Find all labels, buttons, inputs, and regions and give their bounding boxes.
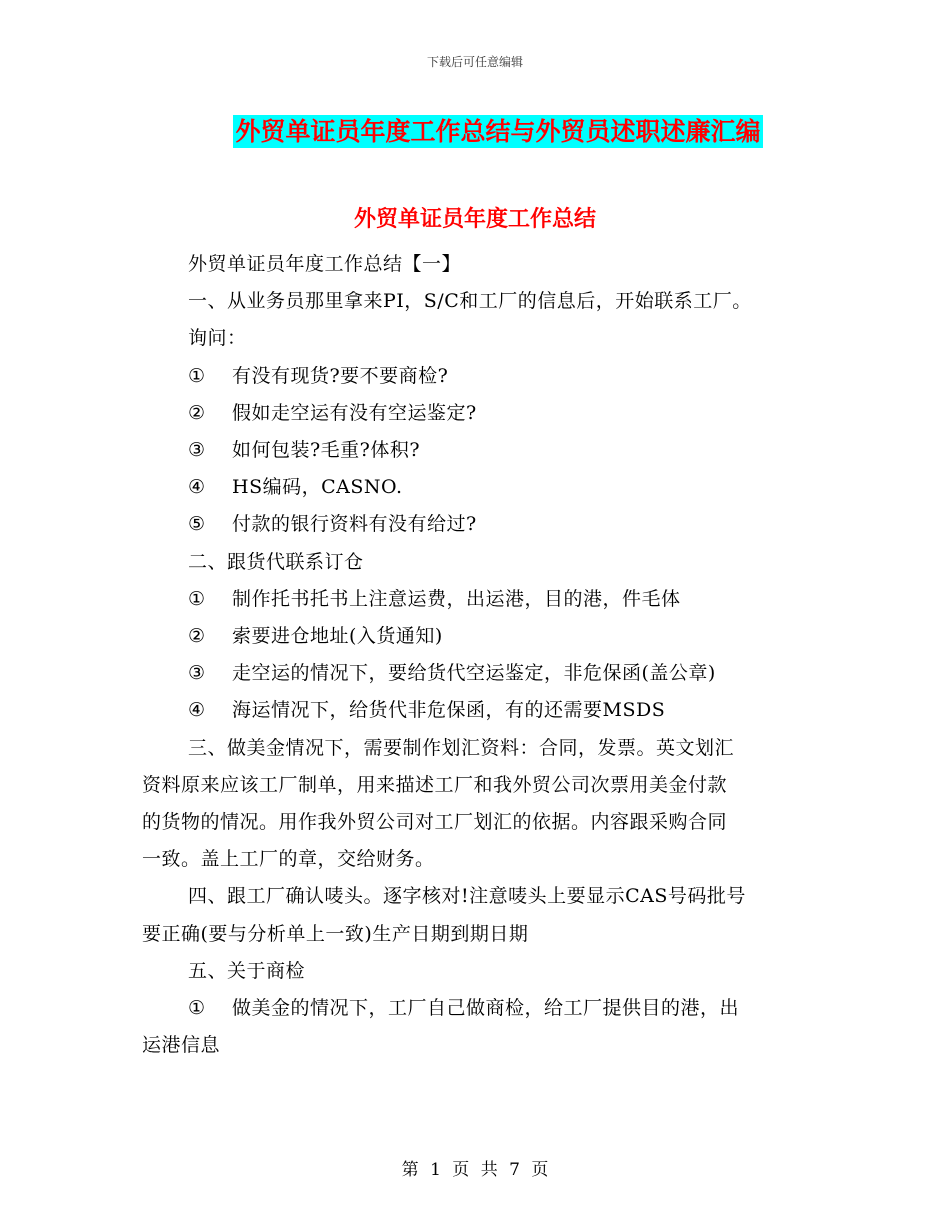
- paragraph: 二、跟货代联系订仓: [188, 550, 364, 573]
- paragraph: 询问：: [188, 327, 247, 350]
- list-item: [142, 692, 810, 729]
- list-item: [142, 581, 810, 618]
- list-item: [142, 395, 810, 432]
- section-title: 外贸单证员年度工作总结: [353, 206, 596, 232]
- list-text: 假如走空运有没有空运鉴定?: [232, 401, 477, 424]
- list-text: 制作托书托书上注意运费，出运港，目的港，件毛体: [232, 587, 681, 610]
- list-number: ④: [188, 699, 206, 722]
- list-item: [142, 506, 810, 543]
- list-item: [142, 655, 810, 692]
- list-number: ③: [188, 439, 206, 462]
- paragraph-line: 三、做美金情况下，需要制作划汇资料：合同，发票。英文划汇: [188, 736, 735, 759]
- header-note: 下载后可任意编辑: [426, 55, 523, 69]
- list-number: ②: [188, 625, 206, 648]
- document-body: [142, 246, 810, 1064]
- paragraph: 外贸单证员年度工作总结【一】: [188, 253, 462, 275]
- list-text: 如何包装?毛重?体积?: [232, 439, 421, 462]
- list-item: [142, 990, 810, 1027]
- paragraph: 一、从业务员那里拿来PI，S/C和工厂的信息后，开始联系工厂。: [188, 290, 752, 313]
- main-title-text: 外贸单证员年度工作总结与外贸员述职述廉汇编: [235, 117, 761, 146]
- list-number: ⑤: [188, 513, 206, 536]
- paragraph-line: 的货物的情况。用作我外贸公司对工厂划汇的依据。内容跟采购合同: [142, 811, 728, 834]
- list-number: ①: [188, 587, 206, 610]
- list-text: 做美金的情况下，工厂自己做商检，给工厂提供目的港，出: [232, 997, 740, 1020]
- paragraph-line: 四、跟工厂确认唛头。逐字核对!注意唛头上要显示CAS号码批号: [188, 885, 746, 908]
- list-number: ④: [188, 476, 206, 499]
- paragraph-line: 运港信息: [142, 1034, 221, 1057]
- page-footer: 第 1 页 共 7 页: [401, 1160, 549, 1180]
- list-text: HS编码，CASNO.: [232, 476, 403, 499]
- list-number: ①: [188, 997, 206, 1020]
- list-text: 索要进仓地址(入货通知): [232, 625, 443, 648]
- list-item: [142, 358, 810, 395]
- paragraph-line: 要正确(要与分析单上一致)生产日期到期日期: [142, 922, 529, 945]
- list-item: [142, 618, 810, 655]
- list-text: 付款的银行资料有没有给过?: [232, 513, 477, 536]
- paragraph: 五、关于商检: [188, 959, 306, 982]
- paragraph-line: 一致。盖上工厂的章，交给财务。: [142, 848, 435, 871]
- list-text: 有没有现货?要不要商检?: [232, 364, 449, 387]
- list-number: ②: [188, 401, 206, 424]
- paragraph-line: 资料原来应该工厂制单，用来描述工厂和我外贸公司次票用美金付款: [142, 773, 728, 796]
- main-title: [0, 112, 950, 148]
- list-text: 海运情况下，给货代非危保函，有的还需要MSDS: [232, 699, 666, 722]
- list-item: [142, 469, 810, 506]
- list-number: ③: [188, 662, 206, 685]
- list-item: [142, 432, 810, 469]
- list-number: ①: [188, 364, 206, 387]
- list-text: 走空运的情况下，要给货代空运鉴定，非危保函(盖公章): [232, 662, 716, 685]
